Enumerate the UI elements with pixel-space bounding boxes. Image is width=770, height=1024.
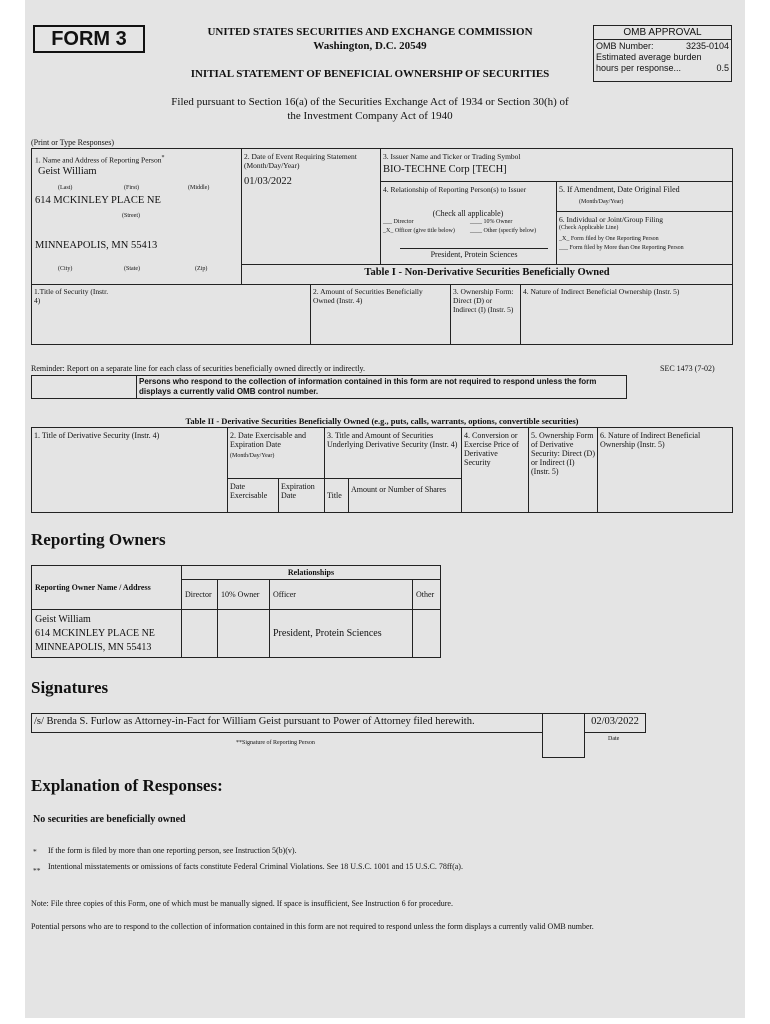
filed-pursuant-line1: Filed pursuant to Section 16(a) of the Securities Exchange Act of 1934 or Section 30(h) of [171,96,569,108]
ro-director-cell [182,610,218,658]
persons-notice-left-box [31,375,137,399]
table2-title: Table II - Derivative Securities Beneficially Owned (e.g., puts, calls, warrants, options, convertible securities) [185,416,579,426]
reporting-person-street: 614 MCKINLEY PLACE NE [35,195,161,206]
footnote-1-mark: * [33,847,37,856]
footnote-1: If the form is filed by more than one reporting person, see Instruction 5(b)(v). [48,846,297,855]
ro-owner-cell [32,610,182,658]
ro-ten-pct-cell [218,610,270,658]
table2-col3: 3. Title and Amount of Securities Underlying Derivative Security (Instr. 4) [327,431,458,449]
no-securities-note: No securities are beneficially owned [33,814,186,825]
label-last: (Last) [58,185,73,191]
sec-code: SEC 1473 (7-02) [660,364,715,373]
table2-col2a: Date Exercisable [230,482,268,500]
table1-col1: 1.Title of Security (Instr. 4) [34,287,109,305]
box4-other: ____ Other (specify below) [470,228,537,234]
label-street: (Street) [122,213,140,219]
box4-check-all: (Check all applicable) [432,209,504,218]
agency-name: UNITED STATES SECURITIES AND EXCHANGE COMMISSION [207,26,533,38]
print-note: (Print or Type Responses) [31,138,115,147]
omb-hours-value: 0.5 [716,63,729,73]
omb-burden-label: Estimated average burden [596,52,702,62]
table2-col4: 4. Conversion or Exercise Price of Derivative Security [464,431,519,467]
box6-more-persons: ___ Form filed by More than One Reporting Person [559,245,684,251]
label-middle: (Middle) [188,185,210,191]
label-state: (State) [124,266,140,272]
reporting-owners-heading: Reporting Owners [31,530,166,549]
explanation-heading: Explanation of Responses: [31,776,223,795]
box3-label: 3. Issuer Name and Ticker or Trading Symbol [383,152,521,161]
form-label: FORM 3 [51,28,127,50]
footnote-4: Potential persons who are to respond to the collection of information contained in this form are not required to respond unless the form displays a currently valid OMB number. [31,922,594,931]
box5-sub: (Month/Day/Year) [579,199,624,205]
table1-title: Table I - Non-Derivative Securities Beneficially Owned [364,267,610,278]
box2-label: 2. Date of Event Requiring Statement (Month/Day/Year) [244,152,357,170]
table-row [32,610,441,658]
table2-col2: 2. Date Exercisable and Expiration Date [230,431,306,449]
ro-name-header: Reporting Owner Name / Address [32,566,182,610]
table2-col3a: Title [327,491,342,500]
signature-label: **Signature of Reporting Person [236,740,315,746]
table1-col3: 3. Ownership Form: Direct (D) or Indirect (I) (Instr. 5) [453,287,514,314]
box6-label: 6. Individual or Joint/Group Filing [559,215,663,224]
agency-location: Washington, D.C. 20549 [313,40,427,52]
box1-asterisk: * [161,155,165,161]
ro-other-cell [413,610,441,658]
footnote-2: Intentional misstatements or omissions of facts constitute Federal Criminal Violations. See 18 U.S.C. 1001 and 15 U.S.C. 78ff(a). [48,862,463,871]
signature-spacer-box [542,713,585,758]
box1-label-row [35,154,235,165]
issuer-name: BIO-TECHNE Corp [TECH] [383,164,507,175]
box5-label: 5. If Amendment, Date Original Filed [559,185,680,194]
box4-label: 4. Relationship of Reporting Person(s) to Issuer [383,185,527,194]
omb-approval-box [593,25,732,82]
event-date: 01/03/2022 [244,176,292,187]
box6-check: (Check Applicable Line) [559,225,619,231]
ro-ten-pct-header: 10% Owner [218,580,270,610]
box1-label: 1. Name and Address of Reporting Person [35,155,162,165]
omb-number-row [594,40,731,52]
ro-director-header: Director [182,580,218,610]
signatures-heading: Signatures [31,678,109,697]
table2-col2-sub: (Month/Day/Year) [230,453,275,459]
persons-notice: Persons who respond to the collection of information contained in this form are not required to respond unless the form displays a currently valid OMB control number. [139,377,597,396]
table1-col2: 2. Amount of Securities Beneficially Owned (Instr. 4) [313,287,423,305]
footnote-2-mark: ** [33,866,41,875]
box4-officer: _X_ Officer (give title below) [383,228,455,234]
label-first: (First) [124,185,139,191]
reporting-person-name: Geist William [38,166,97,177]
omb-number-label: OMB Number: [596,41,654,51]
omb-number-value: 3235-0104 [685,41,729,51]
officer-title: President, Protein Sciences [400,248,548,259]
signature-text: /s/ Brenda S. Furlow as Attorney-in-Fact for William Geist pursuant to Power of Attorney filed herewith. [34,716,475,727]
omb-title: OMB APPROVAL [594,26,731,40]
form-title: INITIAL STATEMENT OF BENEFICIAL OWNERSHIP OF SECURITIES [190,68,550,80]
box6-one-person: _X_ Form filed by One Reporting Person [559,236,659,242]
omb-hours-row [594,63,731,74]
ro-owner-street: 614 MCKINLEY PLACE NE [35,627,155,639]
signature-date: 02/03/2022 [591,716,639,727]
label-city: (City) [58,266,73,272]
ro-owner-name: Geist William [35,613,91,625]
filed-pursuant-line2: the Investment Company Act of 1940 [287,110,453,122]
table2-col5: 5. Ownership Form of Derivative Security: Direct (D) or Indirect (I) (Instr. 5) [531,431,595,476]
reporting-person-city: MINNEAPOLIS, MN 55413 [35,240,158,251]
omb-hours-label: hours per response... [596,63,682,73]
footnote-3: Note: File three copies of this Form, one of which must be manually signed. If space is insufficient, See Instruction 6 for procedure. [31,899,453,908]
table2-col2b: Expiration Date [281,482,315,500]
reminder-text: Reminder: Report on a separate line for each class of securities beneficially owned directly or indirectly. [31,364,366,373]
ro-officer-cell: President, Protein Sciences [270,610,413,658]
table2-col1: 1. Title of Derivative Security (Instr. 4) [34,431,160,440]
reporting-owners-table [31,565,441,658]
ro-relationships-header: Relationships [182,566,441,580]
box4-director: ___ Director [383,219,414,225]
date-label: Date [608,736,620,742]
label-zip: (Zip) [195,266,208,272]
ro-other-header: Other [413,580,441,610]
form-label-box [33,25,145,53]
box4-ten-pct-owner: ____ 10% Owner [470,219,513,225]
table2-col3b: Amount or Number of Shares [351,485,447,494]
ro-owner-city: MINNEAPOLIS, MN 55413 [35,641,152,653]
table1-col4: 4. Nature of Indirect Beneficial Ownership (Instr. 5) [523,287,680,296]
ro-officer-header: Officer [270,580,413,610]
table2-col6: 6. Nature of Indirect Beneficial Ownership (Instr. 5) [600,431,701,449]
